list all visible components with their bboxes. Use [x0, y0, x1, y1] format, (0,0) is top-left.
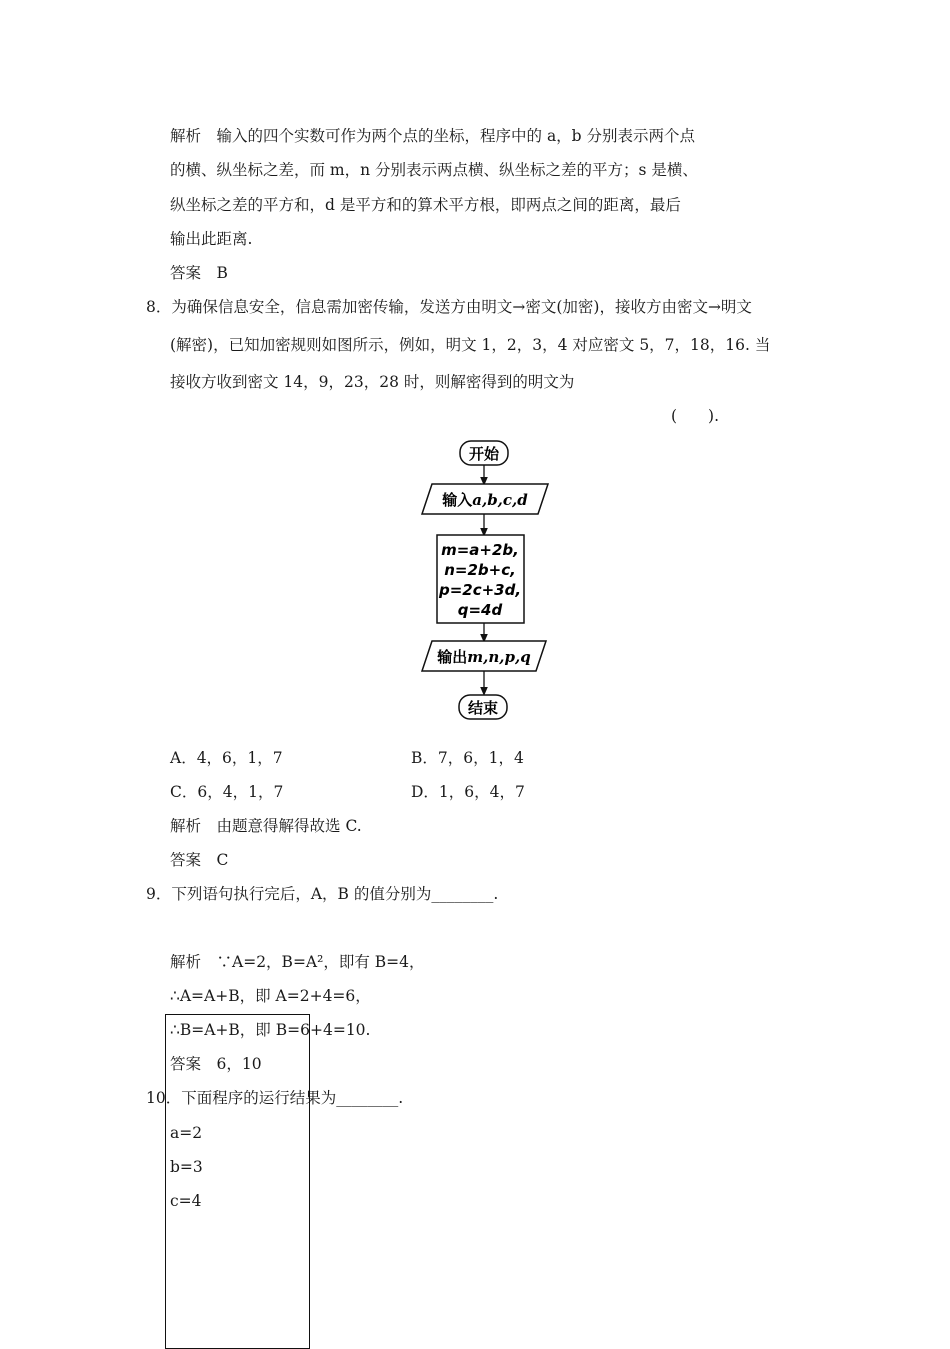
- q7-analysis-line-3: 纵坐标之差的平方和，d 是平方和的算术平方根，即两点之间的距离，最后: [170, 196, 681, 214]
- q7-analysis-label: 解析: [170, 127, 202, 145]
- q8-answer-value: C: [216, 851, 229, 869]
- q9-answer-label: 答案: [170, 1055, 202, 1073]
- q7-answer: [170, 263, 228, 283]
- flowchart-process-line-3: p=2c+3d,: [438, 581, 522, 599]
- flowchart-output-label: 输出m,n,p,q: [437, 648, 531, 666]
- q8-option-c: C．6，4，1，7: [170, 783, 284, 801]
- program-box: [165, 1014, 310, 1349]
- flowchart-end-label: 结束: [467, 699, 499, 717]
- flowchart-process-line-4: q=4d: [457, 601, 503, 619]
- q10-question: 10．下面程序的运行结果为________.: [146, 1089, 404, 1107]
- q9-analysis-text-1: ∵A=2，B=A²，即有 B=4，: [216, 953, 425, 971]
- q8-answer-label: 答案: [170, 851, 202, 869]
- q8-answer: [170, 850, 228, 870]
- q8-option-b: B．7，6，1，4: [411, 749, 524, 767]
- encryption-flowchart: [410, 436, 560, 726]
- flowchart-input-label: 输入a,b,c,d: [442, 491, 528, 509]
- q9-analysis-line-1: [170, 952, 425, 972]
- q8-analysis-text: 由题意得解得故选 C.: [216, 817, 362, 835]
- q8-question-line-3: 接收方收到密文 14，9，23，28 时，则解密得到的明文为: [170, 373, 575, 391]
- q7-answer-label: 答案: [170, 264, 202, 282]
- q9-analysis-line-2: ∴A=A+B，即 A=2+4=6，: [170, 987, 371, 1005]
- flowchart-start-label: 开始: [468, 445, 500, 463]
- q10-code-line-1: a=2: [170, 1124, 203, 1142]
- q9-question: 9．下列语句执行完后，A，B 的值分别为________.: [146, 885, 499, 903]
- q10-code-line-2: b=3: [170, 1158, 203, 1176]
- q9-analysis-line-3: ∴B=A+B，即 B=6+4=10.: [170, 1021, 371, 1039]
- q7-analysis-line-4: 输出此距离.: [170, 230, 253, 248]
- q7-answer-value: B: [216, 264, 228, 282]
- q7-analysis-text-1: 输入的四个实数可作为两个点的坐标，程序中的 a，b 分别表示两个点: [216, 127, 696, 145]
- q8-answer-blank: ( ).: [671, 407, 720, 425]
- q8-analysis: [170, 816, 362, 836]
- q7-analysis-line-1: [170, 126, 695, 146]
- q7-analysis-line-2: 的横、纵坐标之差，而 m，n 分别表示两点横、纵坐标之差的平方；s 是横、: [170, 161, 698, 179]
- q10-code-line-3: c=4: [170, 1192, 202, 1210]
- q9-answer-value: 6，10: [216, 1055, 262, 1073]
- flowchart-process-line-1: m=a+2b,: [441, 541, 519, 559]
- q8-analysis-label: 解析: [170, 817, 202, 835]
- q9-analysis-label: 解析: [170, 953, 202, 971]
- q8-option-a: A．4，6，1，7: [170, 749, 283, 767]
- q8-question-line-2: (解密)，已知加密规则如图所示，例如，明文 1，2，3，4 对应密文 5，7，18，16. 当: [170, 336, 771, 354]
- flowchart-process-line-2: n=2b+c,: [444, 561, 516, 579]
- q8-question-line-1: 8．为确保信息安全，信息需加密传输，发送方由明文→密文(加密)，接收方由密文→明文: [146, 298, 752, 316]
- q8-option-d: D．1，6，4，7: [411, 783, 525, 801]
